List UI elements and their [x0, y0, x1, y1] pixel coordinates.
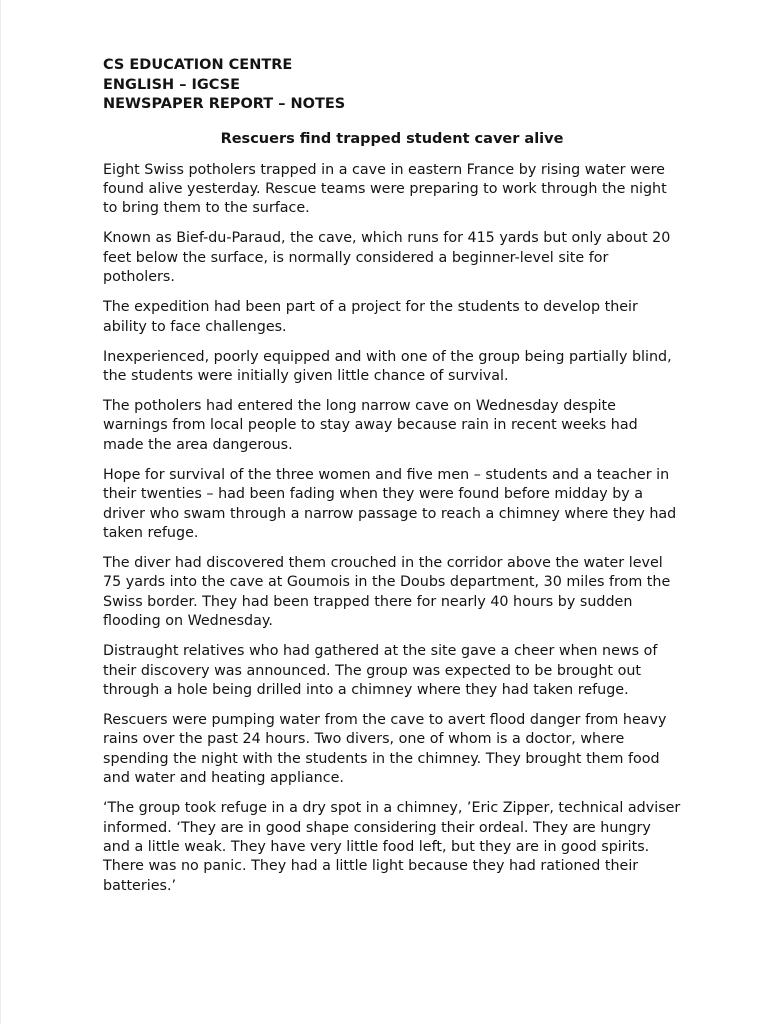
article-paragraph-2: Known as Bief-du-Paraud, the cave, which runs for 415 yards but only about 20 feet below the surface, is normally considered a beginner-level site for potholers. — [103, 230, 671, 286]
article-paragraph-4: Inexperienced, poorly equipped and with one of the group being partially blind, the students were initially given little chance of survival. — [103, 348, 672, 384]
document-header — [103, 56, 681, 115]
article-body — [103, 161, 681, 897]
article-paragraph-1: Eight Swiss potholers trapped in a cave in eastern France by rising water were found alive yesterday. Rescue teams were preparing to work through the night to bring them to the surface. — [103, 161, 667, 217]
document-content — [103, 56, 681, 907]
article-title: Rescuers find trapped student caver alive — [220, 130, 564, 147]
article-paragraph-7: The diver had discovered them crouched in the corridor above the water level 75 yards into the cave at Goumois in the Doubs department, 30 miles from the Swiss border. They had been trapped there for nearly 40 hours by sudden flooding on Wednesday. — [103, 554, 671, 630]
article-paragraph-8: Distraught relatives who had gathered at the site gave a cheer when news of their discovery was announced. The group was expected to be brought out through a hole being drilled into a chimney where they had taken refuge. — [103, 643, 658, 698]
article-paragraph-3: The expedition had been part of a project for the students to develop their ability to face challenges. — [103, 299, 638, 335]
article-paragraph-6: Hope for survival of the three women and five men – students and a teacher in their twenties – had been fading when they were found before midday by a driver who swam through a narrow passage to reach a chimney where they had taken refuge. — [103, 466, 677, 541]
header-subject: ENGLISH – IGCSE — [103, 76, 241, 93]
article-paragraph-9: Rescuers were pumping water from the cave to avert flood danger from heavy rains over the past 24 hours. Two divers, one of whom is a doctor, where spending the night with the students in the chimney. They brought them food and water and heating appliance. — [103, 712, 667, 787]
article-paragraph-10: ‘The group took refuge in a dry spot in a chimney, ’Eric Zipper, technical adviser informed. ‘They are in good shape considering their ordeal. They are hungry and a little weak. They have very little food left, but they are in good spirits. There was no panic. They had a little light because they had rationed their batteries.’ — [103, 800, 681, 894]
header-school-name: CS EDUCATION CENTRE — [103, 57, 293, 73]
article-paragraph-5: The potholers had entered the long narrow cave on Wednesday despite warnings from local people to stay away because rain in recent weeks had made the area dangerous. — [103, 397, 638, 453]
header-document-type: NEWSPAPER REPORT – NOTES — [103, 96, 346, 112]
